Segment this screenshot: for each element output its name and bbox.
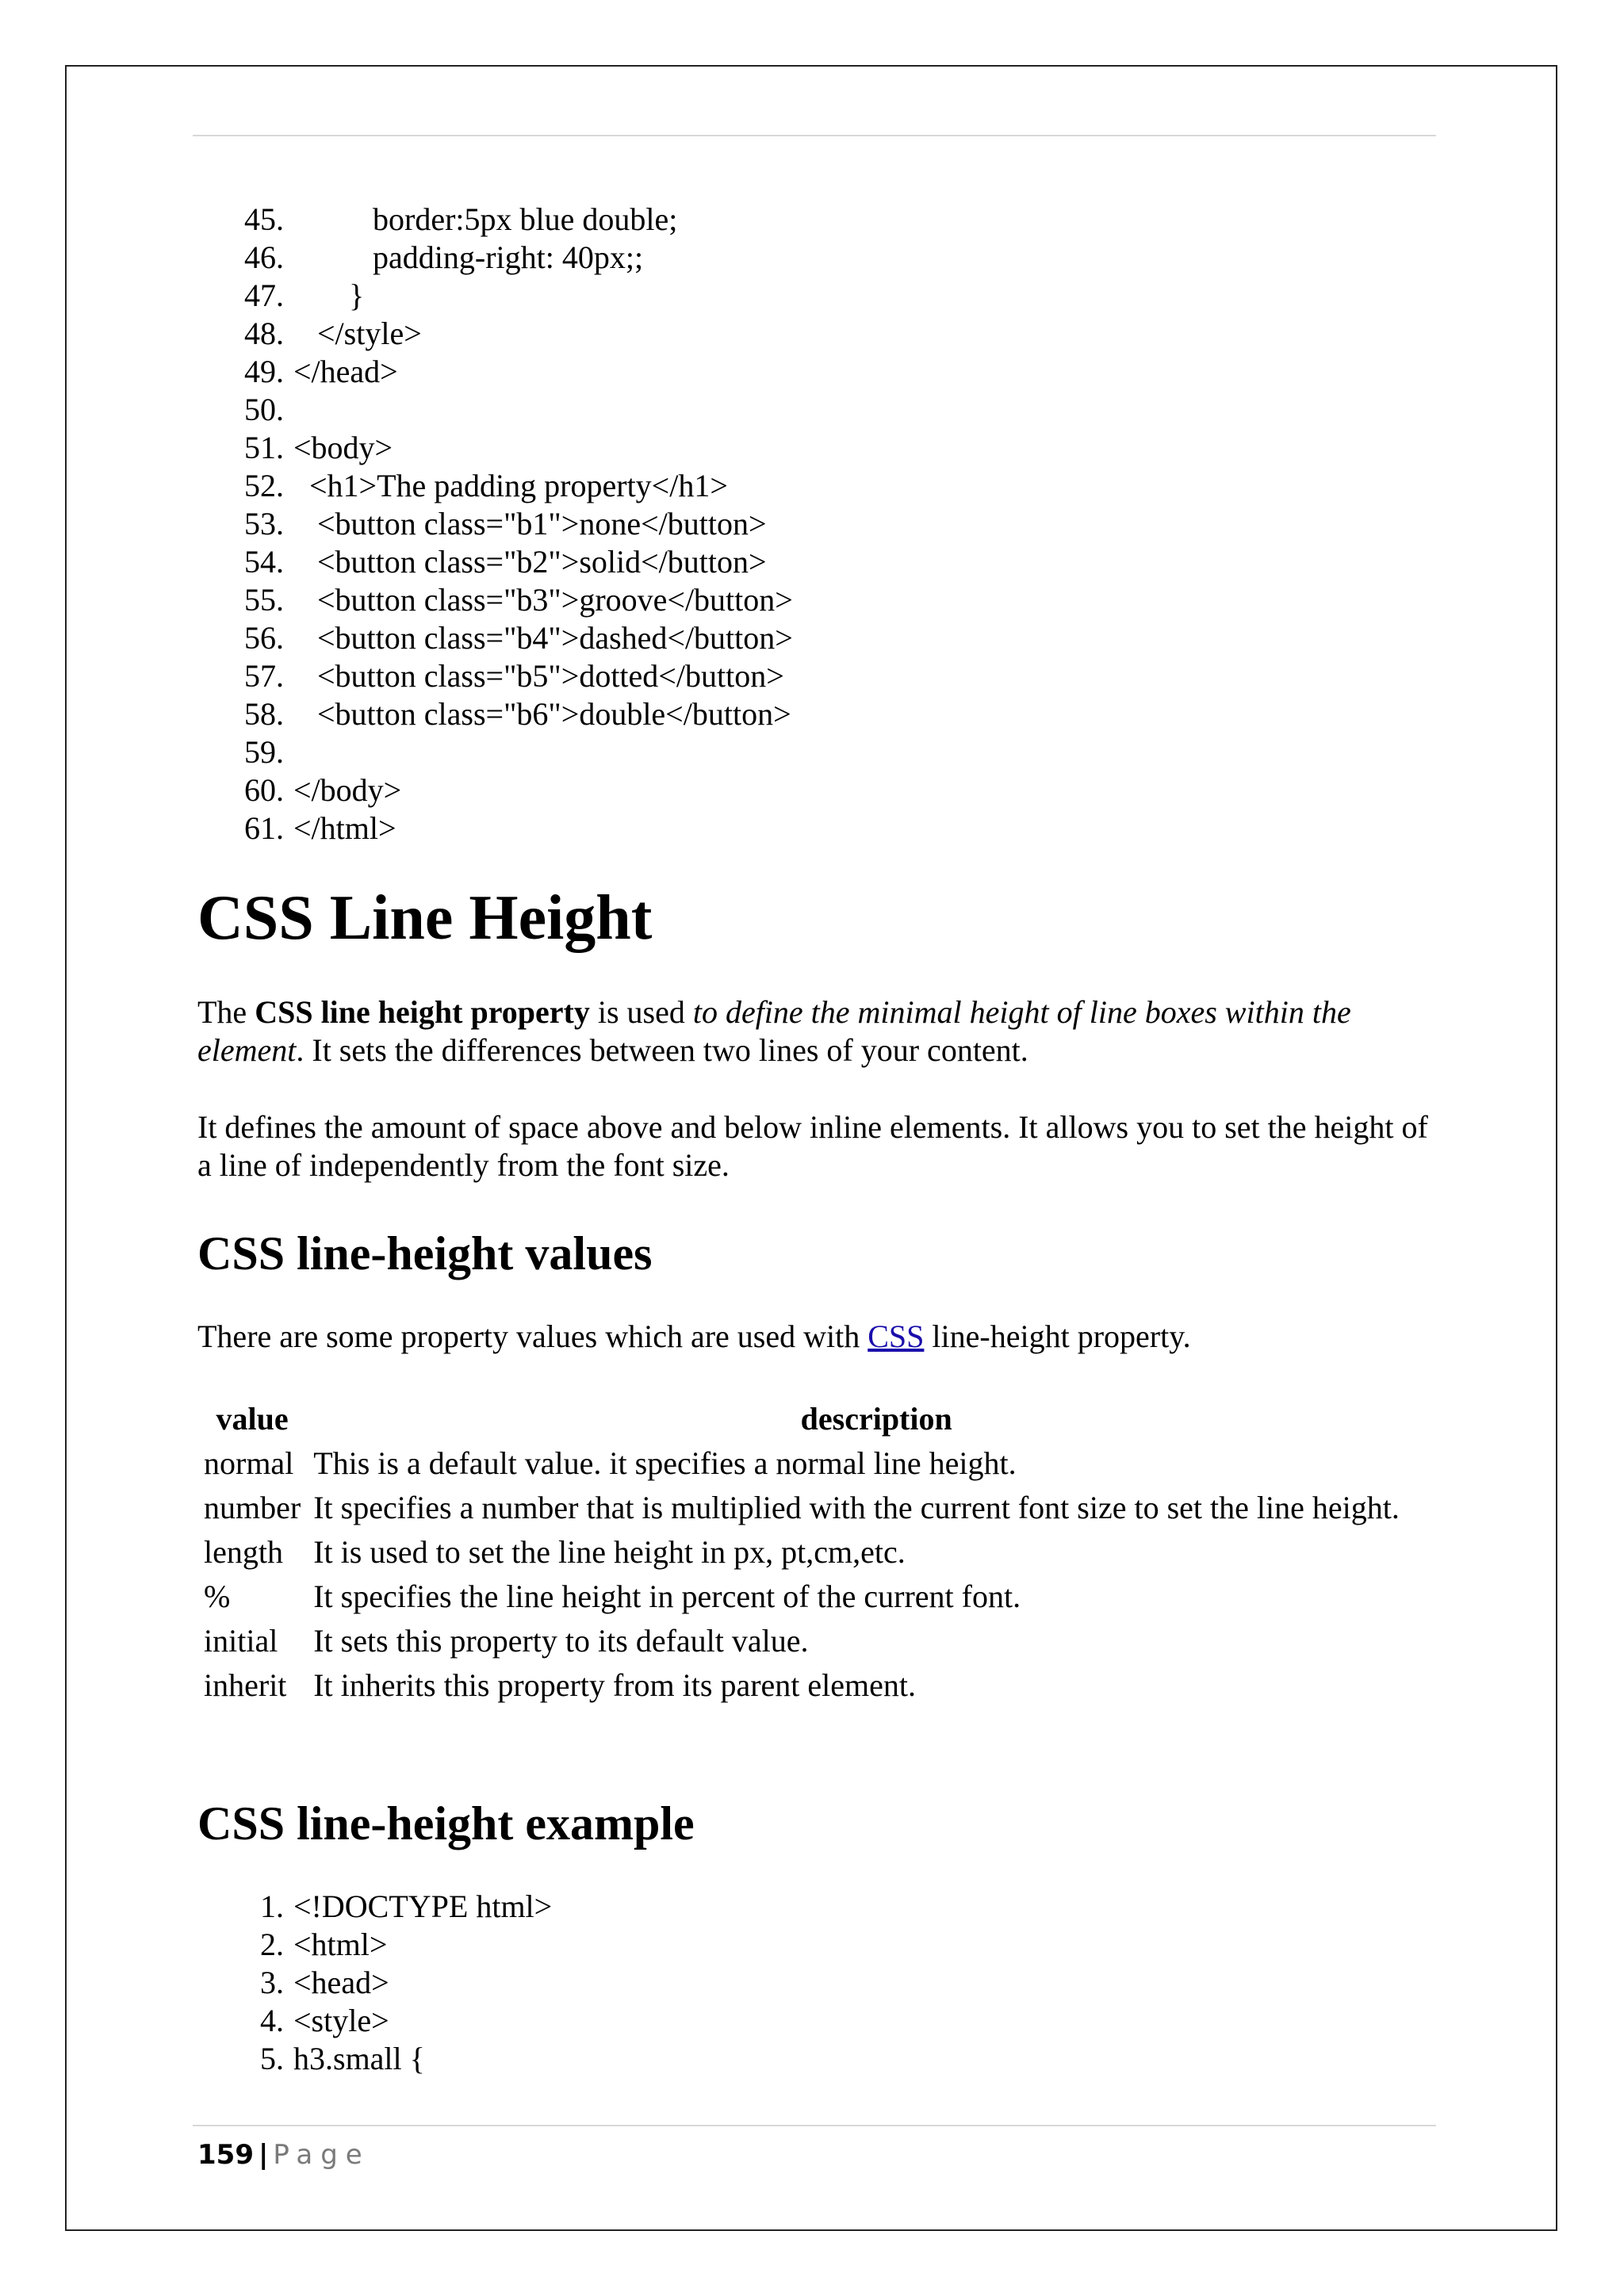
table-row [197,1530,1446,1575]
value-cell: % [204,1578,231,1614]
code-line [230,201,793,239]
line-number: 58. [244,696,284,732]
line-number: 1. [260,1888,284,1924]
code-text: <button class="b1">none</button> [293,506,767,541]
line-number: 59. [244,734,284,770]
code-text: </body> [293,772,402,808]
line-number: 60. [244,772,284,808]
line-number: 4. [260,2003,284,2038]
line-number: 46. [244,239,284,275]
line-number: 3. [260,1965,284,2000]
code-line [230,2002,552,2040]
code-text: <button class="b4">dashed</button> [293,620,793,656]
code-line [230,467,793,505]
line-number: 57. [244,658,284,694]
code-text: <h1>The padding property</h1> [293,468,728,503]
code-line [230,809,793,848]
code-text: </head> [293,354,398,389]
table-header-row [197,1397,1446,1441]
code-text: <button class="b2">solid</button> [293,544,767,580]
description-cell: This is a default value. it specifies a normal line height. [313,1445,1017,1481]
intro-text: . It sets the differences between two lines of your content. [296,1032,1028,1068]
code-text: <body> [293,430,393,465]
code-line [230,391,793,429]
code-text: <head> [293,1965,389,2000]
code-listing-continued [230,201,793,848]
line-height-values-table [197,1397,1446,1708]
code-line [230,239,793,277]
code-text: <!DOCTYPE html> [293,1888,553,1924]
description-cell: It specifies a number that is multiplied with the current font size to set the line height. [313,1490,1400,1525]
description-cell: It is used to set the line height in px, pt,cm,etc. [313,1534,906,1570]
code-line [230,581,793,619]
code-line [230,2040,552,2078]
column-header-description: description [800,1401,952,1437]
intro-paragraph-1 [197,993,1434,1070]
header-rule [193,135,1436,136]
page-label: Page [273,2139,370,2171]
code-text: <button class="b5">dotted</button> [293,658,784,694]
line-number: 55. [244,582,284,618]
intro-text: The [197,994,255,1030]
code-text: border:5px blue double; [293,201,678,237]
value-cell: number [204,1490,301,1525]
css-link[interactable]: CSS [868,1318,925,1354]
line-number: 54. [244,544,284,580]
description-cell: It sets this property to its default value. [313,1623,809,1659]
footer-separator: | [258,2139,269,2171]
line-number: 45. [244,201,284,237]
code-line [230,543,793,581]
value-cell: inherit [204,1667,287,1703]
line-number: 53. [244,506,284,541]
subheading-line-height-values: CSS line-height values [197,1227,653,1280]
code-text: </style> [293,316,422,351]
page-footer [197,2137,370,2172]
values-intro-paragraph [197,1318,1434,1356]
code-line [230,1926,552,1964]
intro-italic-definition: to define the minimal height of line boxes within the element [197,994,1351,1068]
code-line [230,771,793,809]
line-number: 49. [244,354,284,389]
code-text: <style> [293,2003,389,2038]
line-number: 50. [244,392,284,427]
code-line [230,429,793,467]
intro-paragraph-2: It defines the amount of space above and below inline elements. It allows you to set the height of a line of independently from the font size. [197,1109,1428,1183]
description-cell: It inherits this property from its parent element. [313,1667,916,1703]
code-line [230,733,793,771]
value-cell: length [204,1534,283,1570]
code-line [230,619,793,657]
line-number: 61. [244,810,284,846]
code-line [230,1888,552,1926]
values-intro-text: line-height property. [924,1318,1191,1354]
code-text: <button class="b6">double</button> [293,696,791,732]
line-number: 48. [244,316,284,351]
code-line [230,277,793,315]
code-line [230,695,793,733]
column-header-value: value [216,1401,289,1437]
code-text: </html> [293,810,396,846]
description-cell: It specifies the line height in percent of the current font. [313,1578,1021,1614]
line-number: 52. [244,468,284,503]
code-text: padding-right: 40px;; [293,239,644,275]
table-row [197,1619,1446,1663]
code-line [230,1964,552,2002]
intro-bold-term: CSS line height property [255,994,590,1030]
table-row [197,1663,1446,1708]
code-line [230,353,793,391]
value-cell: normal [204,1445,294,1481]
values-intro-text: There are some property values which are used with [197,1318,868,1354]
code-text: } [293,277,365,313]
table-row [197,1575,1446,1619]
line-number: 5. [260,2041,284,2076]
line-number: 2. [260,1927,284,1962]
intro-text: is used [589,994,693,1030]
code-line [230,315,793,353]
line-number: 56. [244,620,284,656]
section-heading-css-line-height: CSS Line Height [197,883,653,953]
value-cell: initial [204,1623,278,1659]
footer-rule [193,2125,1436,2126]
code-text: <button class="b3">groove</button> [293,582,793,618]
line-number: 51. [244,430,284,465]
code-listing-example [230,1888,552,2078]
page-number: 159 [197,2139,254,2171]
line-number: 47. [244,277,284,313]
code-text: h3.small { [293,2041,425,2076]
subheading-line-height-example: CSS line-height example [197,1797,695,1850]
code-text: <html> [293,1927,388,1962]
code-line [230,505,793,543]
table-row [197,1441,1446,1486]
table-row [197,1486,1446,1530]
code-line [230,657,793,695]
